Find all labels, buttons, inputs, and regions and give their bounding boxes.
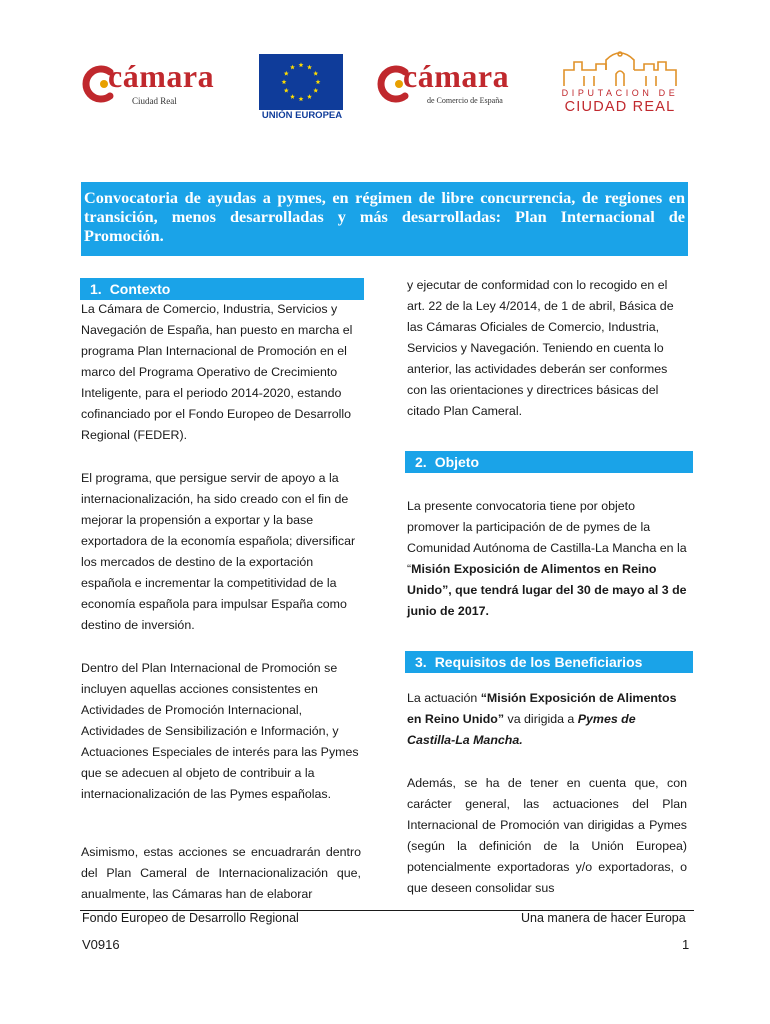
footer-fund-name: Fondo Europeo de Desarrollo Regional bbox=[82, 911, 299, 925]
logo-strip bbox=[0, 48, 770, 124]
paragraph bbox=[407, 688, 687, 751]
camara-wordmark: cámara bbox=[403, 58, 510, 94]
req-target: Pymes de Castilla-La Mancha. bbox=[407, 712, 636, 747]
camara-subtitle: Ciudad Real bbox=[132, 96, 177, 106]
req-mission: “Misión Exposición de Alimentos en Reino Unido” bbox=[407, 691, 677, 726]
diputacion-bottom-text: CIUDAD REAL bbox=[564, 99, 676, 115]
left-column bbox=[81, 299, 361, 905]
objeto-intro: La presente convocatoria tiene por objeto promover la participación de de pymes de la Comunidad Autónoma de Castilla-La Mancha en la “ bbox=[407, 499, 687, 576]
document-title: Convocatoria de ayudas a pymes, en régimen de libre concurrencia, de regiones en transición, menos desarrolladas y más desarrolladas: Plan Internacional de Promoción. bbox=[84, 188, 685, 245]
section-number: 3. bbox=[415, 654, 427, 670]
section-label: Requisitos de los Beneficiarios bbox=[434, 654, 643, 670]
objeto-text bbox=[407, 496, 687, 622]
paragraph: La Cámara de Comercio, Industria, Servicios y Navegación de España, han puesto en marcha el programa Plan Internacional de Promoción en el marco del Programa Operativo de Crecimiento Inteligente, para el periodo 2014-2020, estando cofinanciado por el Fondo Europeo de Desarrollo Regional (FEDER). bbox=[81, 302, 353, 442]
section-label: Objeto bbox=[434, 454, 480, 470]
document-title-box bbox=[81, 182, 688, 256]
paragraph: Asimismo, estas acciones se encuadrarán dentro del Plan Cameral de Internacionalización que, anualmente, las Cámaras han de elaborar bbox=[81, 845, 361, 901]
eu-caption: UNIÓN EUROPEA bbox=[261, 110, 343, 121]
palace-outline-icon bbox=[560, 48, 680, 88]
camara-subtitle: de Comercio de España bbox=[427, 96, 503, 105]
section-header-requisitos bbox=[405, 651, 693, 673]
req-la: La actuación bbox=[407, 691, 478, 705]
diputacion-logo bbox=[0, 48, 770, 124]
paragraph bbox=[407, 496, 687, 622]
objeto-highlight: Misión Exposición de Alimentos en Reino Unido”, que tendrá lugar del 30 de mayo al 3 de junio de 2017. bbox=[407, 562, 687, 618]
requisitos-text bbox=[407, 688, 687, 899]
page-number: 1 bbox=[682, 937, 690, 952]
paragraph: Dentro del Plan Internacional de Promoción se incluyen aquellas acciones consistentes en Actividades de Promoción Internacional, Actividades de Sensibilización e Información, y Actuaciones Especiales de interés para las Pymes que se adecuen al objeto de contribuir a la internacionalización de las Pymes españolas. bbox=[81, 661, 359, 801]
section-number: 1. bbox=[90, 281, 102, 297]
section-header-objeto bbox=[405, 451, 693, 473]
diputacion-top-text: DIPUTACION DE bbox=[561, 88, 679, 98]
section-label: Contexto bbox=[109, 281, 171, 297]
camara-wordmark: cámara bbox=[108, 58, 215, 94]
footer-slogan: Una manera de hacer Europa bbox=[521, 911, 686, 925]
document-version: V0916 bbox=[82, 937, 120, 952]
req-mid: va dirigida a bbox=[507, 712, 575, 726]
paragraph: El programa, que persigue servir de apoyo a la internacionalización, ha sido creado con el fin de mejorar la propensión a exportar y la base exportadora de la economía española; diversificar los mercados de destino de la exportación española e incrementar la competitividad de la economía española para impulsar España como destino de inversión. bbox=[81, 471, 356, 632]
paragraph: Además, se ha de tener en cuenta que, con carácter general, las actuaciones del Plan Internacional de Promoción van dirigidas a Pymes (según la definición de la Unión Europea) potencialmente exportadoras y/o exportadoras, o que deseen consolidar sus bbox=[407, 776, 687, 895]
section-number: 2. bbox=[415, 454, 427, 470]
paragraph: y ejecutar de conformidad con lo recogido en el art. 22 de la Ley 4/2014, de 1 de abril, Básica de las Cámaras Oficiales de Comercio, Industria, Servicios y Navegación. Teniendo en cuenta lo anterior, las actividades deberán ser conformes con las orientaciones y directrices básicas del citado Plan Cameral. bbox=[407, 278, 674, 418]
right-column-intro bbox=[407, 275, 687, 422]
section-header-contexto bbox=[80, 278, 364, 300]
